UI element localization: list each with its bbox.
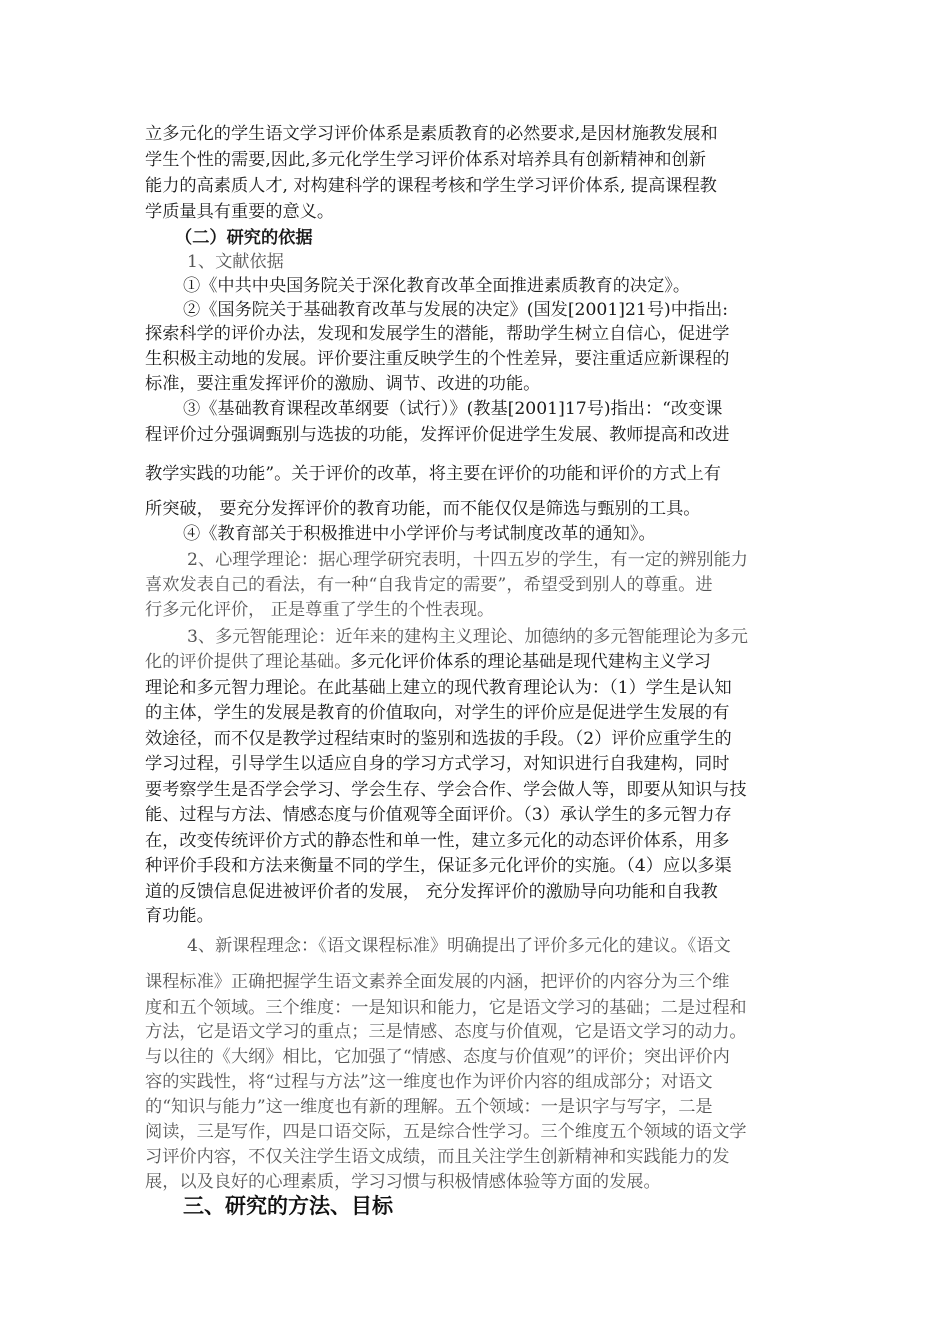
text-line: 与以往的《大纲》相比，它加强了“情感、态度与价值观”的评价；突出评价内 <box>145 1047 730 1067</box>
text-line: 行多元化评价， 正是尊重了学生的个性表现。 <box>145 600 495 620</box>
text-line: 理论和多元智力理论。在此基础上建立的现代教育理论认为：（1）学生是认知 <box>145 678 732 698</box>
text-line: ②《国务院关于基础教育改革与发展的决定》(国发[2001]21号)中指出: <box>183 300 729 320</box>
text-line: 习评价内容，不仅关注学生语文成绩，而且关注学生创新精神和实践能力的发 <box>145 1147 730 1167</box>
text-line: 所突破， 要充分发挥评价的教育功能，而不能仅仅是筛选与甄别的工具。 <box>145 499 701 519</box>
text-line: 种评价手段和方法来衡量不同的学生，保证多元化评价的实施。（4）应以多渠 <box>145 856 732 876</box>
text-line: ③《基础教育课程改革纲要（试行）》(教基[2001]17号)指出：“改变课 <box>183 399 723 419</box>
text-line: ④《教育部关于积极推进中小学评价与考试制度改革的通知》。 <box>183 524 656 544</box>
text-line: 教学实践的功能”。关于评价的改革，将主要在评价的功能和评价的方式上有 <box>145 464 721 484</box>
text-line: 要考察学生是否学会学习、学会生存、学会合作、学会做人等，即要从知识与技 <box>145 780 747 800</box>
text-line: 学生个性的需要,因此,多元化学生学习评价体系对培养具有创新精神和创新 <box>145 150 706 170</box>
text-line: 多元化评价体系的理论基础是现代建构主义学习 <box>350 652 711 672</box>
text-line: 学习过程，引导学生以适应自身的学习方式学习，对知识进行自我建构，同时 <box>145 754 730 774</box>
text-line: 的主体，学生的发展是教育的价值取向，对学生的评价应是促进学生发展的有 <box>145 703 730 723</box>
text-line: 能、过程与方法、情感态度与价值观等全面评价。（3）承认学生的多元智力存 <box>145 805 732 825</box>
text-line: 育功能。 <box>145 906 214 926</box>
text-line: 阅读，三是写作，四是口语交际，五是综合性学习。三个维度五个领域的语文学 <box>145 1122 747 1142</box>
text-line: 生积极主动地的发展。评价要注重反映学生的个性差异，要注重适应新课程的 <box>145 349 730 369</box>
text-line: 立多元化的学生语文学习评价体系是素质教育的必然要求,是因材施教发展和 <box>145 124 718 144</box>
text-line: 3、多元智能理论：近年来的建构主义理论、加德纳的多元智能理论为多元 <box>187 627 748 647</box>
text-line: 2、心理学理论：据心理学研究表明，十四五岁的学生，有一定的辨别能力 <box>187 550 748 570</box>
text-line: 容的实践性，将“过程与方法”这一维度也作为评价内容的组成部分；对语文 <box>145 1072 713 1092</box>
text-line: 能力的高素质人才, 对构建科学的课程考核和学生学习评价体系, 提高课程教 <box>145 176 717 196</box>
text-line: 化的评价提供了理论基础。 <box>145 652 352 672</box>
text-line: ①《中共中央国务院关于深化教育改革全面推进素质教育的决定》。 <box>183 276 691 296</box>
section-subheading: （二）研究的依据 <box>175 228 313 248</box>
text-line: 度和五个领域。三个维度：一是知识和能力，它是语文学习的基础；二是过程和 <box>145 998 747 1018</box>
text-line: 课程标准》正确把握学生语文素养全面发展的内涵，把评价的内容分为三个维 <box>145 972 730 992</box>
text-line: 1、文献依据 <box>187 252 284 272</box>
text-line: 程评价过分强调甄别与选拔的功能，发挥评价促进学生发展、教师提高和改进 <box>145 425 730 445</box>
text-line: 效途径，而不仅是教学过程结束时的鉴别和选拔的手段。（2）评价应重学生的 <box>145 729 732 749</box>
text-line: 方法，它是语文学习的重点；三是情感、态度与价值观，它是语文学习的动力。 <box>145 1022 747 1042</box>
text-line: 在，改变传统评价方式的静态性和单一性，建立多元化的动态评价体系，用多 <box>145 831 730 851</box>
text-line: 道的反馈信息促进被评价者的发展， 充分发挥评价的激励导向功能和自我教 <box>145 882 718 902</box>
text-line: 探索科学的评价办法，发现和发展学生的潜能，帮助学生树立自信心，促进学 <box>145 324 730 344</box>
text-line: 4、新课程理念：《语文课程标准》明确提出了评价多元化的建议。《语文 <box>187 936 731 956</box>
section-heading: 三、研究的方法、目标 <box>183 1194 393 1218</box>
text-line: 展，以及良好的心理素质，学习习惯与积极情感体验等方面的发展。 <box>145 1172 661 1192</box>
text-line: 学质量具有重要的意义。 <box>145 202 335 222</box>
text-line: 喜欢发表自己的看法，有一种“自我肯定的需要”，希望受到别人的尊重。进 <box>145 575 713 595</box>
text-line: 标准，要注重发挥评价的激励、调节、改进的功能。 <box>145 374 541 394</box>
text-line: 的“知识与能力”这一维度也有新的理解。五个领域：一是识字与写字，二是 <box>145 1097 713 1117</box>
